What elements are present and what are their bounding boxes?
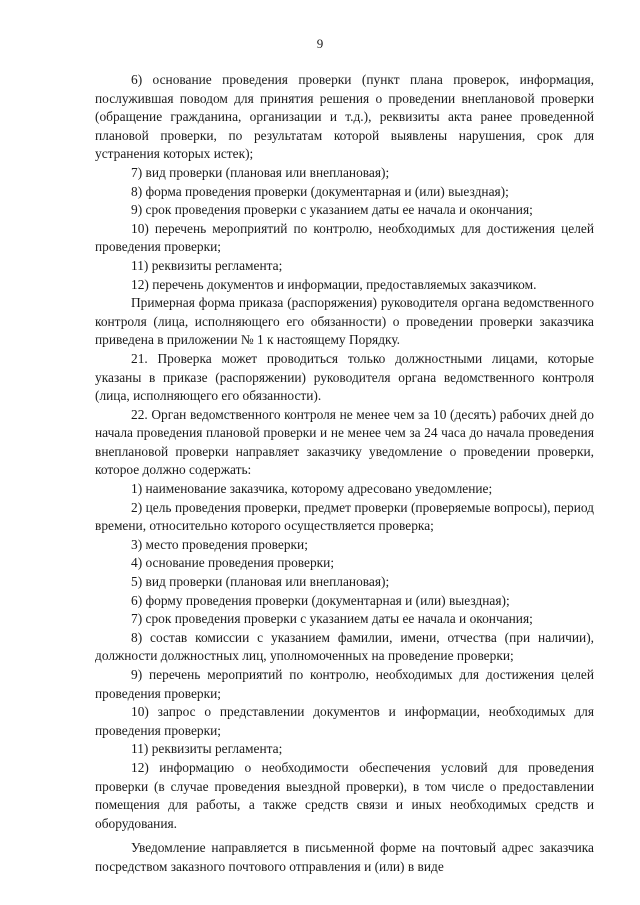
paragraph-notice-delivery: Уведомление направляется в письменной форме на почтовый адрес заказчика посредством заказного почтового отправления и (или) в виде [95, 840, 594, 874]
paragraph-notice-item-5: 5) вид проверки (плановая или внеплановая); [131, 574, 390, 590]
paragraph-notice-item-3: 3) место проведения проверки; [131, 536, 308, 552]
paragraph-item-8-form: 8) форма проведения проверки (документарная и (или) выездная); [131, 183, 509, 199]
paragraph-clause-22: 22. Орган ведомственного контроля не менее чем за 10 (десять) рабочих дней до начала проведения плановой проверки и не менее чем за 24 часа до начала проведения внеплановой проверки направляет заказчику уведомление о проведении проверки, которое должно содержать: [95, 406, 594, 478]
paragraph-notice-item-6: 6) форму проведения проверки (документарная и (или) выездная); [131, 592, 510, 608]
paragraph-item-6-basis: 6) основание проведения проверки (пункт плана проверок, информация, послужившая поводом для принятия решения о проведении внеплановой проверки (обращение гражданина, организации и т.д.), реквизиты акта ранее проведенной плановой проверки, по результатам которой выявлены нарушения, срок для устранения которых истек); [95, 72, 594, 162]
paragraph-notice-item-2: 2) цель проведения проверки, предмет проверки (проверяемые вопросы), период времени, относительно которого осуществляется проверка; [95, 499, 594, 534]
paragraph-notice-item-1: 1) наименование заказчика, которому адресовано уведомление; [131, 481, 493, 497]
paragraph-notice-item-11: 11) реквизиты регламента; [131, 741, 283, 757]
paragraph-clause-21: 21. Проверка может проводиться только должностными лицами, которые указаны в приказе (распоряжении) руководителя органа ведомственного контроля (лица, исполняющего его обязанности). [95, 350, 594, 404]
page-number: 9 [316, 36, 324, 51]
paragraph-notice-item-4: 4) основание проведения проверки; [131, 555, 335, 571]
paragraph-notice-item-8: 8) состав комиссии с указанием фамилии, имени, отчества (при наличии), должности должностных лиц, уполномоченных на проведение проверки; [95, 629, 594, 664]
paragraph-item-9-term: 9) срок проведения проверки с указанием даты ее начала и окончания; [131, 202, 533, 218]
paragraph-notice-item-7: 7) срок проведения проверки с указанием даты ее начала и окончания; [131, 611, 533, 627]
paragraph-notice-item-12: 12) информацию о необходимости обеспечения условий для проведения проверки (в случае проведения выездной проверки), в том числе о предоставлении помещения для работы, а также средств связи и иных необходимых средств и оборудования. [95, 759, 594, 831]
paragraph-item-12-documents: 12) перечень документов и информации, предоставляемых заказчиком. [131, 276, 537, 292]
paragraph-item-11-regulation: 11) реквизиты регламента; [131, 257, 283, 273]
paragraph-item-7-type: 7) вид проверки (плановая или внеплановая); [131, 164, 390, 180]
paragraph-sample-order-form: Примерная форма приказа (распоряжения) руководителя органа ведомственного контроля (лица, исполняющего его обязанности) о проведении проверки заказчика приведена в приложении № 1 к настоящему Порядку. [95, 295, 594, 348]
paragraph-notice-item-10: 10) запрос о представлении документов и информации, необходимых для проведения проверки; [95, 704, 594, 738]
paragraph-notice-item-9: 9) перечень мероприятий по контролю, необходимых для достижения целей проведения проверки; [95, 667, 594, 701]
document-body [95, 71, 594, 877]
paragraph-item-10-measures: 10) перечень мероприятий по контролю, необходимых для достижения целей проведения проверки; [95, 220, 594, 255]
